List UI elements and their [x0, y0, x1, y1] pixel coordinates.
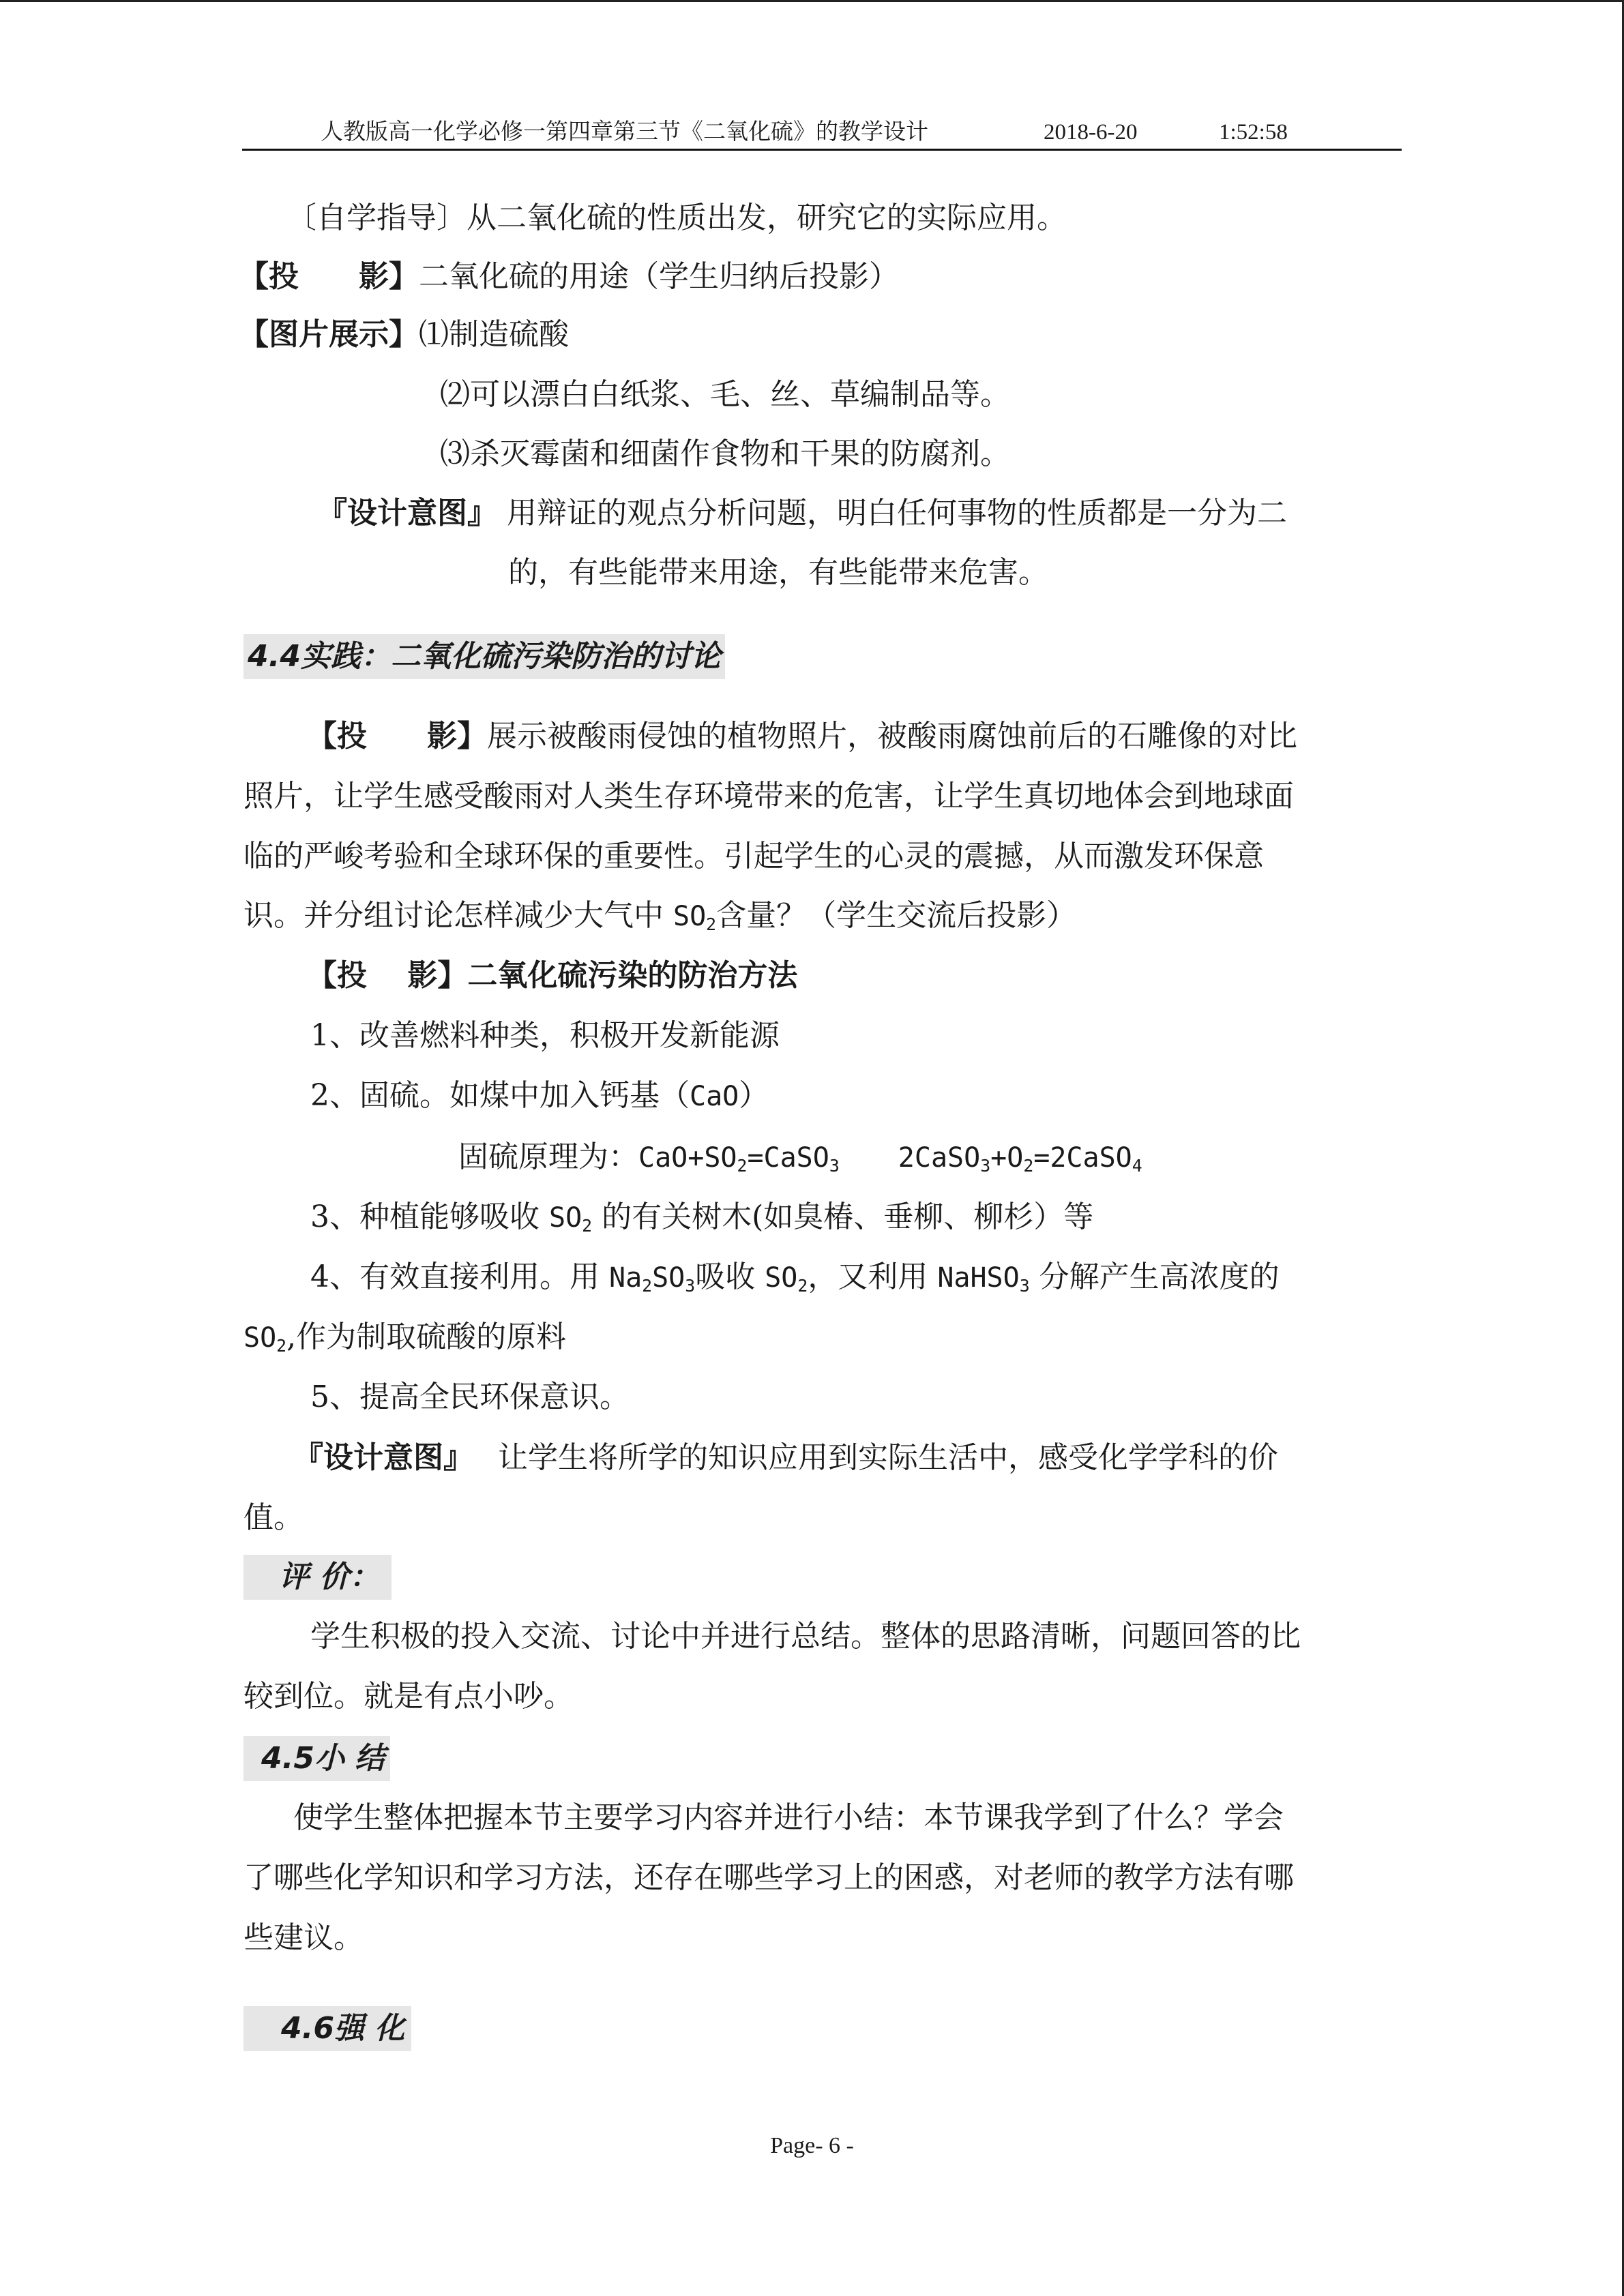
formula-so2: $SO_2$: [243, 1322, 287, 1356]
evaluation-text-cont: 较到位。就是有点小吵。: [243, 1679, 574, 1714]
header-date: 2018-6-20: [1044, 120, 1138, 145]
design-intent-2-cont: 值。: [243, 1500, 304, 1535]
projection-acid-rain: 【投 影】展示被酸雨侵蚀的植物照片，被酸雨腐蚀前后的石雕像的对比: [307, 719, 1297, 754]
projection-text: 二氧化硫的用途（学生归纳后投影）: [419, 259, 899, 294]
self-study-guide: 〔自学指导〕从二氧化硫的性质出发，研究它的实际应用。: [286, 200, 1067, 235]
summary-text: 使学生整体把握本节主要学习内容并进行小结：本节课我学到了什么？学会: [293, 1800, 1284, 1835]
header-title: 人教版高一化学必修一第四章第三节《二氧化硫》的教学设计: [321, 120, 928, 145]
section-4-4-heading: 4.4实践：二氧化硫污染防治的讨论: [243, 634, 725, 679]
evaluation-heading: 评 价：: [243, 1555, 392, 1600]
section-4-6-heading: 4.6强 化: [243, 2006, 411, 2051]
method-2: 2、固硫。如煤中加入钙基（CaO）: [310, 1078, 769, 1113]
method-1: 1、改善燃料种类，积极开发新能源: [310, 1018, 780, 1053]
picture-show-line: [239, 313, 569, 357]
design-intent-1: [317, 492, 1287, 535]
evaluation-text: 学生积极的投入交流、讨论中并进行总结。整体的思路清晰，问题回答的比: [310, 1619, 1301, 1654]
method-3: 3、种植能够吸收 $SO_2$ 的有关树木(如臭椿、垂柳、柳杉）等: [310, 1199, 1094, 1236]
formula-na2so3: $Na_2SO_3$: [608, 1262, 696, 1296]
header-time: 1:52:58: [1219, 120, 1288, 145]
use-item-2: ⑵可以漂白白纸浆、毛、丝、草编制品等。: [440, 377, 1010, 412]
method-5: 5、提高全民环保意识。: [310, 1380, 630, 1414]
running-header: [242, 116, 1402, 149]
design-intent-tag: 『设计意图』: [293, 1440, 458, 1475]
design-intent-tag: 『设计意图』: [317, 496, 497, 531]
summary-text-cont: 些建议。: [243, 1920, 364, 1955]
paragraph-line: 照片，让学生感受酸雨对人类生存环境带来的危害，让学生真切地体会到地球面: [243, 779, 1294, 814]
projection-tag: 【投 影】: [239, 259, 419, 294]
design-intent-text: 让学生将所学的知识应用到实际生活中，感受化学学科的价: [458, 1440, 1278, 1475]
header-rule: [242, 149, 1402, 151]
equation-2: $2CaSO_3+O_2=2CaSO_4$: [898, 1142, 1142, 1176]
projection-uses: [239, 255, 899, 299]
picture-show-tag: 【图片展示】: [239, 317, 419, 352]
formula-so2: $SO_2$: [548, 1202, 593, 1236]
page-border-top: [0, 0, 1624, 2]
summary-text-cont: 了哪些化学知识和学习方法，还存在哪些学习上的困惑，对老师的教学方法有哪: [243, 1860, 1294, 1895]
formula-nahso3: NaHSO$_3$: [937, 1262, 1030, 1296]
design-intent-2: [293, 1436, 1278, 1480]
method-4-cont: $SO_2$,作为制取硫酸的原料: [243, 1320, 567, 1356]
projection-tag: 【投 影】: [307, 719, 487, 754]
formula-so2: $SO_2$: [673, 901, 717, 934]
formula-cao: CaO: [690, 1081, 739, 1112]
equation-1: $CaO+SO_2=CaSO_3$: [638, 1142, 840, 1176]
design-intent-text: 用辩证的观点分析问题，明白任何事物的性质都是一分为二: [497, 496, 1287, 531]
paragraph-line: 识。并分组讨论怎样减少大气中 $SO_2$含量？（学生交流后投影）: [243, 898, 1077, 934]
paragraph-line: 临的严峻考验和全球环保的重要性。引起学生的心灵的震撼，从而激发环保意: [243, 839, 1264, 874]
projection-prevention-title: 【投 影】二氧化硫污染的防治方法: [307, 958, 798, 993]
use-item-1: ⑴制造硫酸: [419, 317, 569, 352]
section-4-5-heading: 4.5小 结: [243, 1736, 390, 1781]
use-item-3: ⑶杀灭霉菌和细菌作食物和干果的防腐剂。: [440, 436, 1010, 471]
method-4: 4、有效直接利用。用 $Na_2SO_3$吸收 $SO_2$，又利用 NaHSO$_3$ 分解产生高浓度的: [310, 1259, 1280, 1296]
formula-so2: $SO_2$: [765, 1262, 808, 1296]
design-intent-1-cont: 的，有些能带来用途，有些能带来危害。: [508, 555, 1048, 590]
sulfur-fixing-equations: 固硫原理为：$CaO+SO_2=CaSO_3$ $2CaSO_3+O_2=2CaSO_4$: [458, 1139, 1142, 1176]
page-number: Page- 6 -: [770, 2133, 854, 2158]
